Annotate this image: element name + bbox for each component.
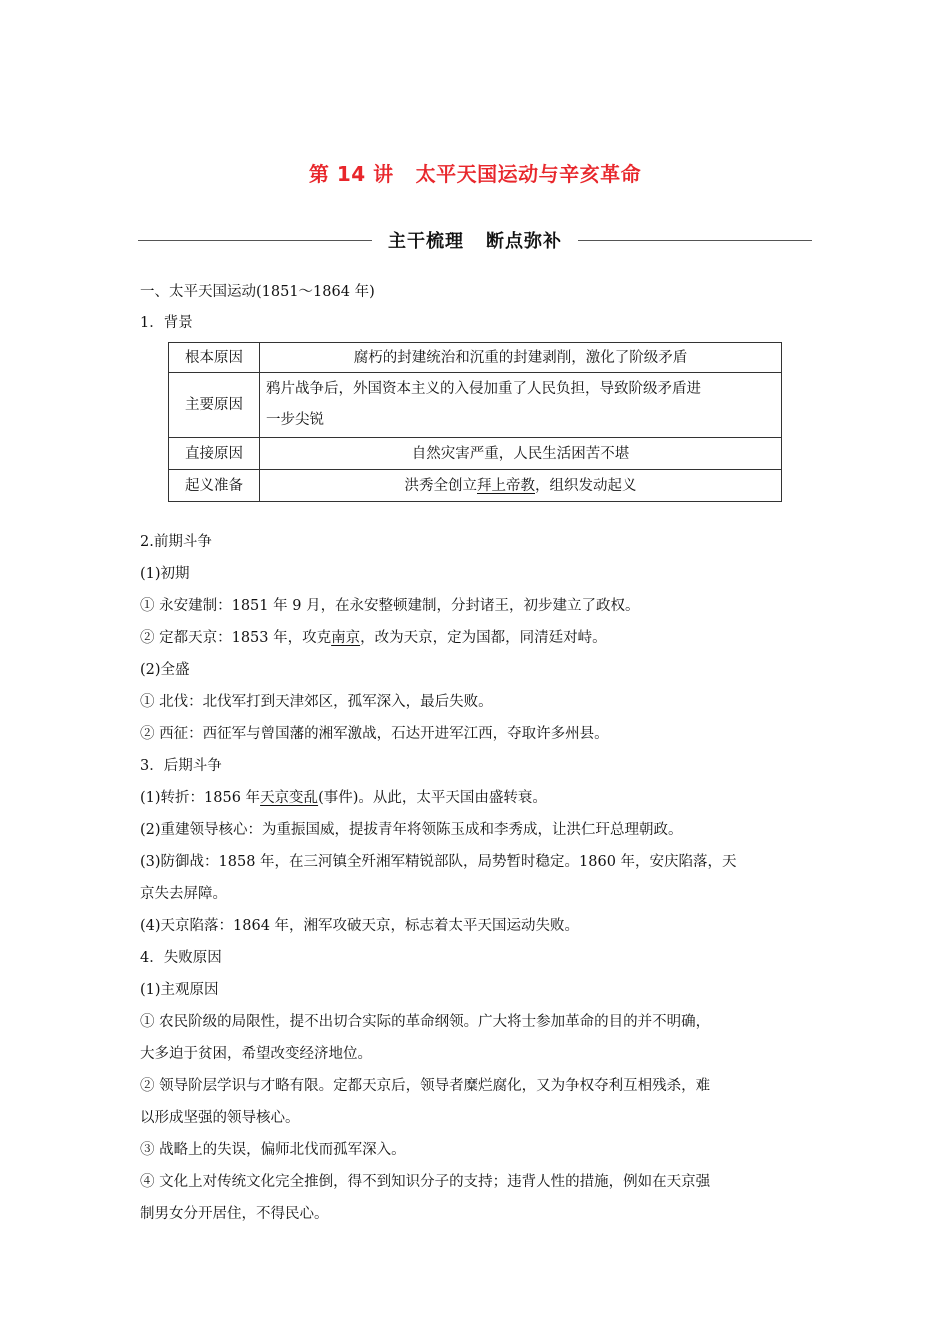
list-item: ② 西征：西征军与曾国藩的湘军激战，石达开进军江西，夺取许多州县。 bbox=[140, 726, 609, 742]
table-value-line2: 一步尖锐 bbox=[266, 412, 324, 428]
heading-late: 3．后期斗争 bbox=[140, 758, 222, 774]
subheading: (1)主观原因 bbox=[140, 982, 219, 998]
section-rule-right bbox=[578, 240, 812, 241]
table-row bbox=[169, 343, 782, 373]
table-value bbox=[260, 470, 782, 502]
list-item-continued: 大多迫于贫困，希望改变经济地位。 bbox=[140, 1046, 372, 1062]
lecture-topic: 太平天国运动与辛亥革命 bbox=[415, 162, 642, 186]
section-header-part1: 主干梳理 bbox=[388, 231, 464, 252]
list-item: ② 领导阶层学识与才略有限。定都天京后，领导者糜烂腐化，又为争权夺利互相残杀，难 bbox=[140, 1078, 711, 1094]
underlined-text: 天京变乱 bbox=[260, 790, 319, 806]
table-key: 直接原因 bbox=[169, 438, 260, 470]
list-item bbox=[140, 788, 812, 808]
table-value: 自然灾害严重，人民生活困苦不堪 bbox=[260, 438, 782, 470]
text: ，改为天京，定为国都，同清廷对峙。 bbox=[360, 630, 607, 646]
list-item: ① 农民阶级的局限性，提不出切合实际的革命纲领。广大将士参加革命的目的并不明确， bbox=[140, 1014, 711, 1030]
heading-taiping: 一、太平天国运动(1851～1864 年) bbox=[140, 284, 375, 300]
list-item bbox=[140, 628, 812, 648]
list-item-continued: 京失去屏障。 bbox=[140, 886, 227, 902]
table-key: 起义准备 bbox=[169, 470, 260, 502]
list-item: (4)天京陷落：1864 年，湘军攻破天京，标志着太平天国运动失败。 bbox=[140, 918, 580, 934]
table-key: 根本原因 bbox=[169, 343, 260, 373]
list-item: ① 永安建制：1851 年 9 月，在永安整顿建制，分封诸王，初步建立了政权。 bbox=[140, 598, 640, 614]
subheading: (1)初期 bbox=[140, 566, 190, 582]
section-rule-left bbox=[138, 240, 372, 241]
list-item-continued: 以形成坚强的领导核心。 bbox=[140, 1110, 300, 1126]
text: (1)转折：1856 年 bbox=[140, 790, 261, 806]
background-table bbox=[168, 342, 782, 502]
table-row bbox=[169, 373, 782, 438]
table-value-text: ，组织发动起义 bbox=[535, 477, 637, 494]
table-row bbox=[169, 438, 782, 470]
section-header-label bbox=[372, 227, 578, 253]
table-value-underlined: 拜上帝教 bbox=[477, 477, 535, 494]
underlined-text: 南京 bbox=[331, 630, 361, 646]
text: ② 定都天京：1853 年，攻克 bbox=[140, 630, 332, 646]
page-title bbox=[0, 158, 950, 187]
list-item: ① 北伐：北伐军打到天津郊区，孤军深入，最后失败。 bbox=[140, 694, 493, 710]
heading-early: 2.前期斗争 bbox=[140, 534, 212, 550]
table-row bbox=[169, 470, 782, 502]
list-item-continued: 制男女分开居住，不得民心。 bbox=[140, 1206, 329, 1222]
list-item: ④ 文化上对传统文化完全推倒，得不到知识分子的支持；违背人性的措施，例如在天京强 bbox=[140, 1174, 711, 1190]
table-value-line1: 鸦片战争后，外国资本主义的入侵加重了人民负担，导致阶级矛盾进 bbox=[266, 381, 701, 397]
section-header-part2: 断点弥补 bbox=[486, 231, 562, 252]
text: (事件)。从此，太平天国由盛转衰。 bbox=[318, 790, 547, 806]
table-value: 腐朽的封建统治和沉重的封建剥削，激化了阶级矛盾 bbox=[260, 343, 782, 373]
list-item: (3)防御战：1858 年，在三河镇全歼湘军精锐部队，局势暂时稳定。1860 年，安庆陷落，天 bbox=[140, 854, 737, 870]
subheading: (2)全盛 bbox=[140, 662, 190, 678]
table-value bbox=[260, 373, 782, 438]
list-item: ③ 战略上的失误，偏师北伐而孤军深入。 bbox=[140, 1142, 406, 1158]
section-header bbox=[138, 226, 812, 254]
table-value-text: 洪秀全创立 bbox=[404, 477, 477, 494]
list-item: (2)重建领导核心：为重振国威，提拔青年将领陈玉成和李秀成，让洪仁玕总理朝政。 bbox=[140, 822, 683, 838]
table-key: 主要原因 bbox=[169, 373, 260, 438]
heading-background: 1．背景 bbox=[140, 315, 193, 331]
heading-failure: 4．失败原因 bbox=[140, 950, 222, 966]
lecture-number: 第 14 讲 bbox=[308, 162, 394, 186]
